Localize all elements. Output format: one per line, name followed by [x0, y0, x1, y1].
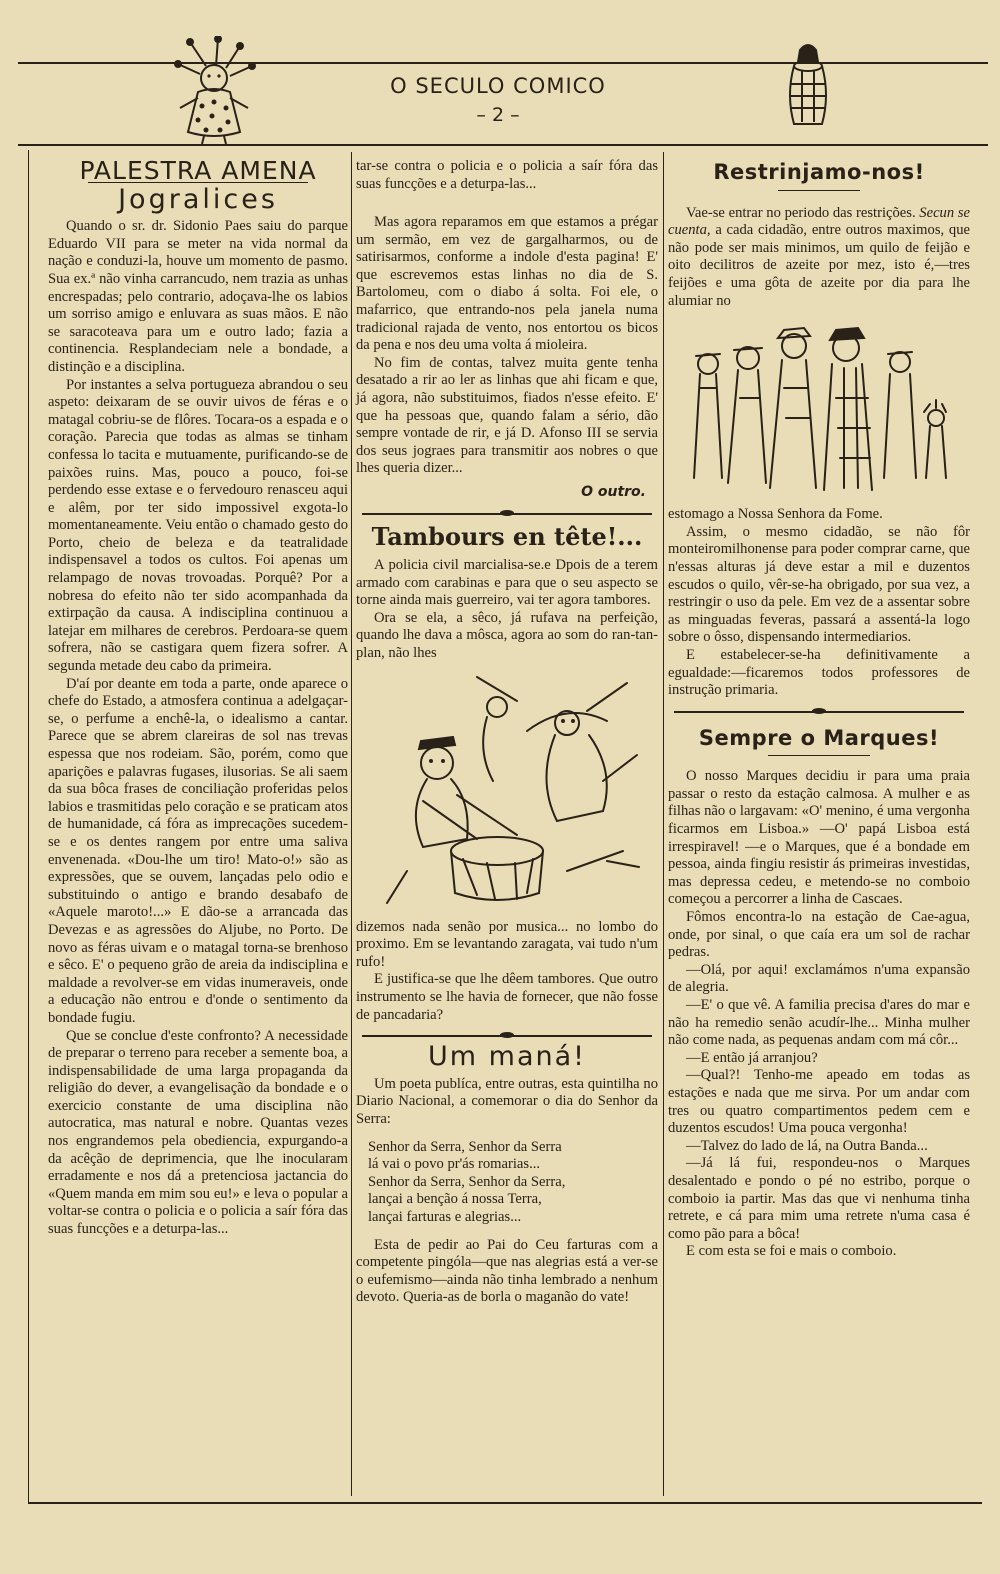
section-divider [362, 510, 652, 518]
section-subtitle-jogralices: Jogralices [118, 183, 278, 215]
tambours-paragraph-3: E justifica-se que lhe dêem tambores. Que outro instrumento se lhe havia de fornecer, que não fosse de pancadaria? [356, 971, 658, 1023]
palestra-paragraph-4-cont: tar-se contra o policia e o policia a saír fóra das suas funcções e a deturpa-las... [356, 158, 658, 192]
marques-paragraph-1: O nosso Marques decidiu ir para uma praia passar o resto da estação calmosa. A mulher e as filhas não o largavam: «O' menino, é uma vergonha ficarmos em Lisboa.» —O' papá Lisboa está irrespiravel! —e o Marques, que é a bondade em pessoa, ainda fingiu resistir ás primeiras investidas, mas depressa cedeu, e metendo-se no comboio começou a percorrer a linha de Cascaes. [668, 768, 970, 908]
palestra-paragraph-5: Mas agora reparamos em que estamos a prégar um sermão, em vez de gargalharmos, ou de satirisarmos, conforme a indole d'esta pagina! E' que escrevemos estas linhas no dia de S. Bartolomeu, com o diabo á solta. Foi ele, o mafarrico, que entrando-nos pela janela numa tradicional rajada de vento, nos entortou os bicos da pena e nos deu uma volta á mioleira. [356, 214, 658, 354]
masthead-header [18, 36, 988, 148]
palestra-paragraph-4: Que se conclue d'este confronto? A necessidade de preparar o terreno para receber a semente boa, a indispensabilidade de uma larga propaganda da religião do dever, a evangelisação da bondade e o exercicio constante de uma disciplina não autocratica, mas natural e nobre. Quantas vezes nos engrandemos pela obediencia, expurgando-a da acêção de deprimencia, que lhe inocularam erradamente e nos dá a pretenciosa jactancia do «Quem manda em mim sou eu!» e leva o popular a voltar-se contra o policia e o policia a saír fóra das suas funcções e a deturpa-las... [48, 1027, 348, 1238]
section-title-marques: Sempre o Marques! [698, 725, 940, 750]
title-underline [778, 190, 860, 191]
palestra-paragraph-1: Quando o sr. dr. Sidonio Paes saiu do parque Eduardo VII para se meter na vida normal da nação e conduzi-la, houve um momento de pasmo. Sua ex.ª não vinha carrancudo, nem trazia as unhas encrespadas; pelo contrario, adoçava-lhe os labios um sorriso amigo e enluvara as suas mãos. E não se saracoteava para um e outro lado; fazia a continencia. Resplandeciam nele a bondade, a distinção e a disciplina. [48, 218, 348, 375]
header-top-rule [18, 62, 988, 64]
restrinjamo-paragraph-2: Assim, o mesmo cidadão, se não fôr monteiromilhonense para poder comprar carne, que n'essas alturas já deve estar a mil e duzentos escudos o quilo, vêr-se-ha obrigado, por sua vez, a restringir o uso da pele. Em vez de a assentar sobre as minguadas feveras, passará a assentá-la logo sobre o ôsso, dispensando intermediarios. [668, 523, 970, 646]
marques-paragraph-2: Fômos encontra-lo na estação de Cae-agua, onde, por sinal, o que caía era um sol de rachar pedras. [668, 909, 970, 961]
header-bottom-rule [18, 144, 988, 146]
verse-line: Senhor da Serra, Senhor da Serra [368, 1138, 562, 1155]
marques-paragraph-7: —Talvez do lado de lá, na Outra Banda... [686, 1137, 928, 1154]
palestra-paragraph-2: Por instantes a selva portugueza abrandou o seu aspeto: deixaram de se ouvir uivos de féras e o matagal cobriu-se de flôres. Tocara-os a espada e o coração. Parecia que todas as almas se tinham confessa lo tacita e mutuamente, purificando-se de paixões ruins. Mas, pouco a pouco, foi-se perdendo esse extase e o fervedouro renasceu aqui e alêm, por ter sido impossivel exgota-lo momentaneamente. Veiu então o chamado gesto do Porto, cheio de beleza e da teatralidade indispensavel a todos os cultos. Foi apenas um relampago de novas trovoadas. Porquê? Por a nobresa do efeito não ter sido acompanhada da extirpação da causa. A indisciplina continuou a latejar em milhares de cerebros. Perdoara-se quem sofrera, não se castigara quem fizera sofrer. A segunda metade deu cabo da primeira. [48, 376, 348, 675]
section-divider [362, 1032, 652, 1040]
mana-paragraph-1: Um poeta publíca, entre outras, esta quintilha no Diario Nacional, a comemorar o dia do Senhor da Serra: [356, 1075, 658, 1127]
page-number: – 2 – [476, 104, 520, 126]
restrinjamo-paragraph-1a: Vae-se entrar no periodo das restrições. Secun se cuenta, a cada cidadão, entre outros maximos, que não pode ser mais minimos, um quilo de feijão e oito decilitros de azeite por mez, isto é,—tres feijões e uma gôta de azeite por dia para lhe alumiar no [668, 204, 970, 309]
restrinjamo-paragraph-3: E estabelecer-se-ha definitivamente a egualdade:—ficaremos todos professores de instrução primaria. [668, 646, 970, 699]
page-left-rule [28, 150, 29, 1504]
palestra-paragraph-6: No fim de contas, talvez muita gente tenha desatado a rir ao ler as linhas que ahi ficam e que, já agora, não substituimos, fiados n'esse efeito. E' que ha pessoas que, quando falam a sério, dão sempre vontade de rir, e já D. Afonso III se servia dos seus jograes para transmitir aos nobres o que lhes queria dizer... [356, 354, 658, 477]
section-divider [674, 708, 964, 716]
section-title-mana: Um maná! [428, 1041, 586, 1073]
barrel-figure-icon [778, 40, 838, 130]
title-underline [768, 755, 870, 756]
column-divider-1 [351, 152, 352, 1496]
newspaper-title: O SECULO COMICO [390, 74, 606, 98]
column-divider-2 [663, 152, 664, 1496]
column-1 [48, 158, 348, 1239]
signature: O outro. [581, 483, 646, 500]
page-bottom-rule [28, 1502, 982, 1504]
masthead [378, 74, 618, 126]
pin-doll-logo-icon [168, 36, 258, 146]
marques-paragraph-5: —E então já arranjou? [686, 1049, 818, 1066]
tambours-paragraph-2b: dizemos nada senão por musica... no lombo do proximo. Em se levantando zaragata, vai tudo n'um rufo! [356, 918, 658, 970]
section-title-tambours: Tambours en tête!... [371, 521, 643, 551]
restrinjamo-paragraph-1b: estomago a Nossa Senhora da Fome. [668, 506, 883, 523]
marques-paragraph-6: —Qual?! Tenho-me apeado em todas as estações e nada que me sirva. Por um andar com tres ou quatro compartimentos pedem cem e duzentos escudos! Uma pouca vergonha! [668, 1067, 970, 1137]
column-3 [668, 158, 970, 1261]
marques-paragraph-3: —Olá, por aqui! exclamámos n'uma expansão de alegria. [668, 961, 970, 996]
column-2-content [356, 214, 658, 1307]
verse-line: lançai a benção á nossa Terra, [368, 1191, 542, 1208]
verse-line: lançai farturas e alegrias... [368, 1208, 522, 1225]
verse-stanza [356, 1139, 658, 1227]
hungry-citizens-illustration [674, 318, 964, 498]
marques-paragraph-9: E com esta se foi e mais o comboio. [686, 1243, 897, 1260]
column-2-continuation [356, 158, 658, 214]
marques-paragraph-8: —Já lá fui, respondeu-nos o Marques desalentado e pondo o pé no estribo, porque o comboio ia partir. Mas das que vi nenhuma tinha retrete, e cá para mim uma retrete n'uma casa é como pão para a bôca! [668, 1155, 970, 1242]
marques-paragraph-4: —E' o que vê. A familia precisa d'ares do mar e não ha remedio senão acudír-lhe... Minha mulher não come nada, as pequenas andam com má côr... [668, 997, 970, 1049]
drummer-policeman-illustration [367, 671, 647, 911]
section-title-restrinjamo: Restrinjamo-nos! [713, 160, 925, 184]
section-title-palestra: PALESTRA AMENA [79, 156, 317, 185]
mana-paragraph-2: Esta de pedir ao Pai do Ceu farturas com a competente pingóla—que nas alegrias está a ver-se o eufemismo—ainda não tinha lembrado a nenhum devoto. Queria-as de borla o maganão do vate! [356, 1236, 658, 1306]
verse-line: lá vai o povo pr'ás romarias... [368, 1156, 541, 1173]
palestra-paragraph-3: D'aí por deante em toda a parte, onde aparece o chefe do Estado, a atmosfera continua a adelgaçar-se, o perfume a enchê-la, o idealismo a cantar. Parece que se abrem clareiras de sol nas trevas espessa que nos rodeiam. São, porém, como que aparições e palavras fugases, ilusorias. Se ali saem da sua bôca frases de conciliação proferidas pelos labios e trasmitidas pelo coração e se praticam atos de humanidade, cá fóra as imprecações sucedem-se e os dentes rangem por entre uma saliva envenenada. «Dou-lhe um tiro! Mato-o!» são as expressões, que se ouvem, lançadas pelo odio e substituindo o antigo e brando desabafo de «Aquele maroto!...» E dão-se a arrancada das Devezas e as agressões do Aljube, no Porto. De novo as féras uivam e o matagal torna-se brenhoso e sêco. E' o pequeno grão de areia da indisciplina e maldade a revolver-se em vidas inumeraveis, onde a educação não entrou e d'onde o sentimento da bondade fugiu. [48, 675, 348, 1026]
tambours-paragraph-1: A policia civil marcialisa-se.e Dpois de a terem armado com carabinas e para que o seu aspecto se torne ainda mais guerreiro, vai ter agora tambores. [356, 557, 658, 609]
tambours-paragraph-2a: Ora se ela, a sêco, já rufava na perfeição, quando lhe dava a môsca, agora ao som do ran-tan-plan, não lhes [356, 609, 658, 662]
verse-line: Senhor da Serra, Senhor da Serra, [368, 1173, 566, 1190]
